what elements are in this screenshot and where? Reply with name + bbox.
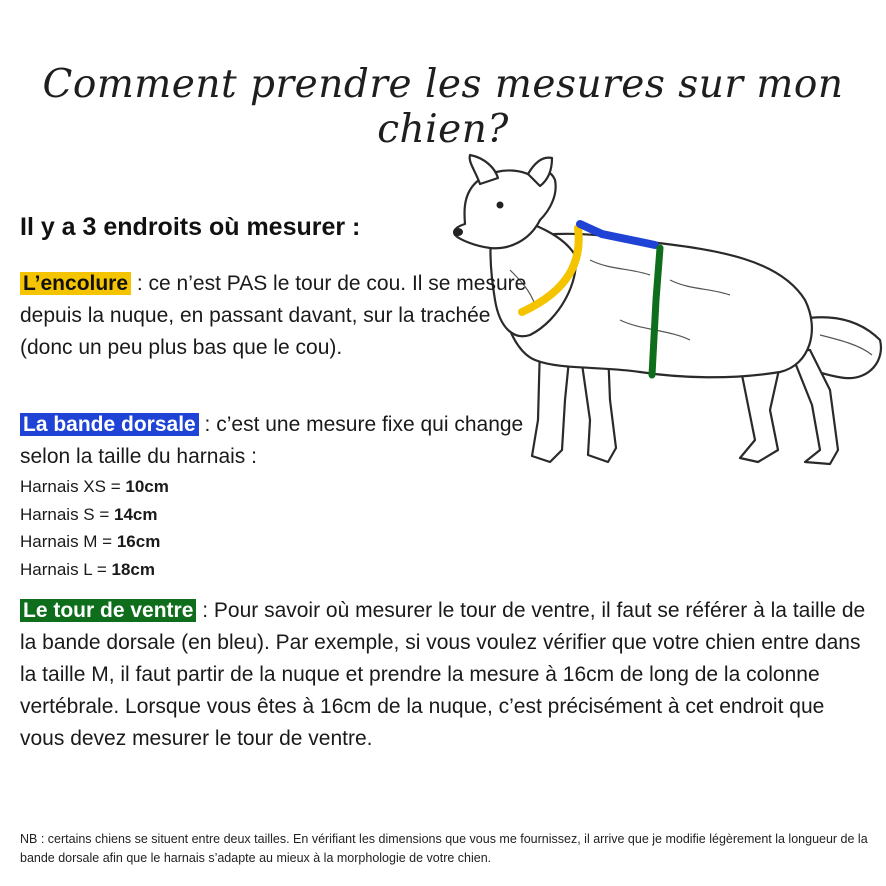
- page-title: Comment prendre les mesures sur mon chien?: [42, 62, 844, 152]
- bande-dorsale-section: [20, 409, 530, 473]
- tour-de-ventre-text: : Pour savoir où mesurer le tour de ventre, il faut se référer à la taille de la bande dorsale (en bleu). Par exemple, si vous voulez vérifier que votre chien entre dans la taille M, il faut partir de la nuque et prendre la mesure à 16cm de long de la colonne vertébrale. Lorsque vous êtes à 16cm de la nuque, c’est précisément à cet endroit que vous devez mesurer le tour de ventre.: [20, 599, 866, 750]
- encolure-label: L’encolure: [20, 272, 131, 295]
- tour-de-ventre-section: [20, 595, 870, 755]
- bande-dorsale-label: La bande dorsale: [20, 413, 199, 436]
- size-item-s: Harnais S = 14cm: [20, 504, 158, 524]
- bande-dorsale-text: : c’est une mesure fixe qui change selon la taille du harnais :: [20, 413, 524, 468]
- size-item-l: Harnais L = 18cm: [20, 559, 155, 579]
- encolure-section: [20, 268, 540, 364]
- encolure-text: : ce n’est PAS le tour de cou. Il se mesure depuis la nuque, en passant davant, sur la trachée (donc un peu plus bas que le cou).: [20, 272, 527, 359]
- tour-de-ventre-label: Le tour de ventre: [20, 599, 196, 622]
- size-list: [20, 473, 169, 583]
- size-item-m: Harnais M = 16cm: [20, 532, 161, 551]
- size-item-xs: Harnais XS = 10cm: [20, 477, 169, 496]
- footnote: NB : certains chiens se situent entre deux tailles. En vérifiant les dimensions que vous me fournissez, il arrive que je modifie légèrement la longueur de la bande dorsale afin que le harnais s’adapte au mieux à la morphologie de votre chien.: [20, 832, 868, 865]
- intro-heading: Il y a 3 endroits où mesurer :: [20, 213, 361, 241]
